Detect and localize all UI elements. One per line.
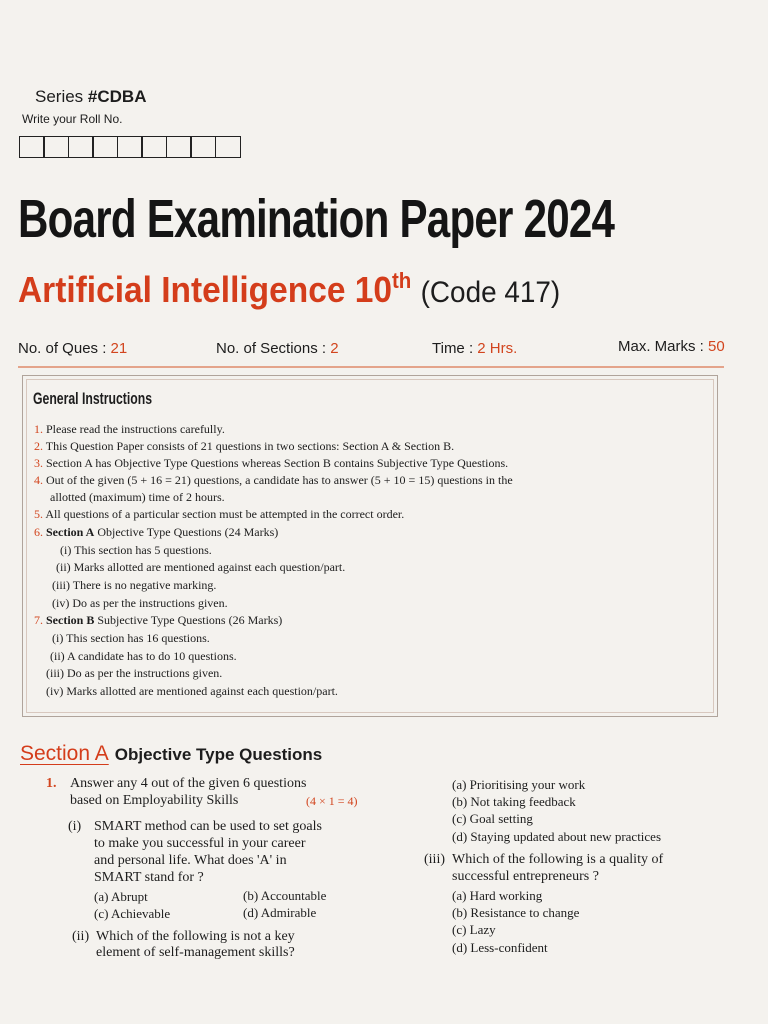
question-line: based on Employability Skills: [70, 793, 239, 808]
option-b[interactable]: (b) Not taking feedback: [452, 794, 576, 809]
instruction-6-iv: (iv) Do as per the instructions given.: [52, 596, 228, 610]
subquestion-line: Which of the following is not a key: [96, 929, 295, 944]
instruction-2: [34, 438, 454, 455]
roll-number-boxes[interactable]: [20, 136, 241, 158]
subject-name: Artificial Intelligence 10: [18, 269, 392, 310]
meta-questions-label: No. of Ques :: [18, 340, 107, 357]
question-number: 1.: [46, 776, 57, 791]
subquestion-line: and personal life. What does 'A' in: [94, 853, 287, 868]
meta-time: [432, 340, 517, 357]
option-c[interactable]: (c) Achievable: [94, 906, 171, 921]
instruction-7: [34, 612, 282, 629]
instruction-number: 4.: [34, 473, 43, 487]
meta-marks-label: Max. Marks :: [618, 338, 704, 355]
instruction-7-iv: (iv) Marks allotted are mentioned against each question/part.: [46, 684, 338, 698]
instruction-number: 1.: [34, 422, 43, 436]
subject-code: (Code 417): [420, 276, 561, 309]
instruction-1: [34, 421, 225, 438]
roll-box[interactable]: [117, 136, 143, 158]
roll-box[interactable]: [166, 136, 192, 158]
option-b[interactable]: (b) Accountable: [243, 888, 327, 903]
roll-box[interactable]: [215, 136, 241, 158]
option-b[interactable]: (b) Resistance to change: [452, 905, 580, 920]
roll-box[interactable]: [190, 136, 216, 158]
option-c[interactable]: (c) Lazy: [452, 922, 496, 937]
option-d[interactable]: (d) Staying updated about new practices: [452, 829, 662, 844]
meta-questions-value: 21: [110, 340, 128, 357]
instruction-6: [34, 524, 278, 541]
instruction-bold: Section A: [46, 525, 95, 539]
roll-box[interactable]: [141, 136, 167, 158]
subject-title: [18, 268, 560, 311]
instruction-6-iii: (iii) There is no negative marking.: [52, 578, 217, 592]
instruction-number: 3.: [34, 456, 43, 470]
instruction-7-i: (i) This section has 16 questions.: [52, 631, 210, 645]
subquestion-line: to make you successful in your career: [94, 836, 306, 851]
meta-sections: [216, 340, 339, 357]
instruction-4: [34, 472, 513, 489]
instruction-number: 5.: [34, 507, 43, 521]
option-a[interactable]: (a) Abrupt: [94, 889, 148, 904]
instruction-text: Out of the given (5 + 16 = 21) questions, a candidate has to answer (5 + 10 = 15) questions in the: [46, 473, 513, 487]
instruction-text: Subjective Type Questions (26 Marks): [94, 613, 283, 627]
roll-box[interactable]: [43, 136, 69, 158]
meta-sections-label: No. of Sections :: [216, 340, 327, 357]
question-line: Answer any 4 out of the given 6 questions: [70, 776, 307, 791]
option-a[interactable]: (a) Prioritising your work: [452, 777, 586, 792]
meta-sections-value: 2: [330, 340, 339, 357]
section-label: Section A: [20, 742, 109, 765]
section-heading: [20, 742, 322, 766]
instruction-7-ii: (ii) A candidate has to do 10 questions.: [50, 649, 237, 663]
instruction-text: All questions of a particular section must be attempted in the correct order.: [45, 507, 405, 521]
subject-superscript: th: [391, 268, 412, 293]
subquestion-line: SMART method can be used to set goals: [94, 819, 322, 834]
subquestion-line: SMART stand for ?: [94, 870, 204, 885]
divider: [18, 366, 724, 368]
roll-box[interactable]: [19, 136, 45, 158]
subquestion-number: (i): [68, 819, 82, 834]
option-a[interactable]: (a) Hard working: [452, 888, 543, 903]
meta-questions: [18, 340, 127, 357]
subquestion-line: element of self-management skills?: [96, 945, 295, 960]
instructions-heading: General Instructions: [33, 389, 153, 408]
meta-marks-value: 50: [708, 338, 725, 355]
series-label: Series: [35, 87, 84, 106]
subquestion-number: (ii): [72, 929, 90, 944]
meta-marks: [618, 338, 725, 355]
instruction-7-iii: (iii) Do as per the instructions given.: [46, 666, 223, 680]
meta-time-label: Time :: [432, 340, 474, 357]
series-code: #CDBA: [87, 87, 147, 106]
subquestion-line: successful entrepreneurs ?: [452, 869, 599, 884]
option-c[interactable]: (c) Goal setting: [452, 811, 533, 826]
section-title: Objective Type Questions: [114, 745, 323, 764]
instruction-number: 6.: [34, 525, 43, 539]
instruction-6-i: (i) This section has 5 questions.: [60, 543, 212, 557]
instruction-3: [34, 455, 508, 472]
option-d[interactable]: (d) Less-confident: [452, 940, 548, 955]
series-line: [35, 87, 146, 107]
option-d[interactable]: (d) Admirable: [243, 905, 317, 920]
roll-label: Write your Roll No.: [22, 112, 123, 126]
instruction-text: Objective Type Questions (24 Marks): [94, 525, 279, 539]
instruction-number: 2.: [34, 439, 43, 453]
instruction-number: 7.: [34, 613, 43, 627]
instruction-5: [34, 506, 404, 523]
instruction-text: Please read the instructions carefully.: [46, 422, 225, 436]
question-marks: (4 × 1 = 4): [306, 794, 358, 808]
instruction-4-cont: allotted (maximum) time of 2 hours.: [50, 490, 225, 504]
meta-time-value: 2 Hrs.: [477, 340, 518, 357]
instruction-text: Section A has Objective Type Questions whereas Section B contains Subjective Type Questions.: [46, 456, 509, 470]
page-title: Board Examination Paper 2024: [18, 189, 615, 249]
instruction-bold: Section B: [46, 613, 95, 627]
roll-box[interactable]: [92, 136, 118, 158]
roll-box[interactable]: [68, 136, 94, 158]
instruction-6-ii: (ii) Marks allotted are mentioned against each question/part.: [56, 560, 346, 574]
subquestion-line: Which of the following is a quality of: [452, 852, 664, 867]
instruction-text: This Question Paper consists of 21 questions in two sections: Section A & Section B.: [45, 439, 455, 453]
subquestion-number: (iii): [424, 852, 445, 867]
